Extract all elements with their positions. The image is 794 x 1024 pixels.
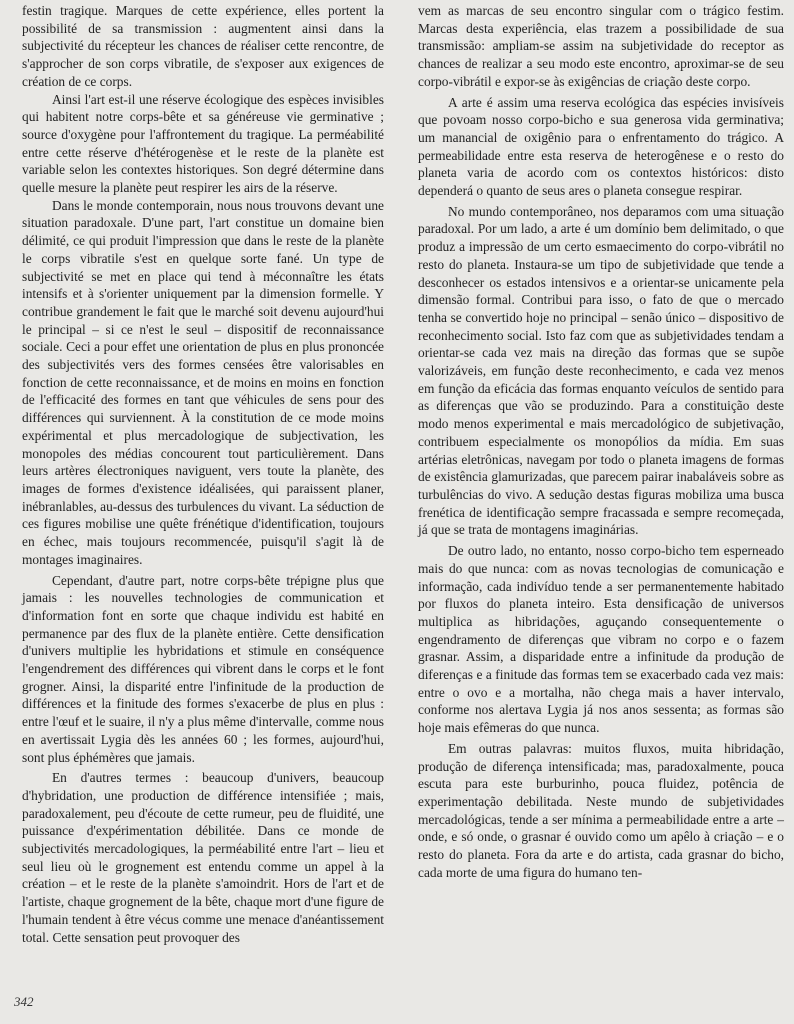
paragraph: vem as marcas de seu encontro singular com o trágico festim. Marcas desta experiência, elas trazem a possibilidade de sua transmissão: ampliam-se assim na subjetividade do receptor as chances de realizar a seu modo este encontro, aproximar-se de seu corpo-vibrátil e expor-se às exigências de criação deste corpo.: [418, 3, 784, 89]
paragraph: No mundo contemporâneo, nos deparamos com uma situação paradoxal. Por um lado, a arte é um domínio bem delimitado, o que produz a impressão de um certo esmaecimento do corpo-vibrátil no resto do planeta. Instaura-se um tipo de subjetividade que tende a desconhecer os estados intensivos e a orientar-se unicamente pela dimensão formal. Contribui para isso, o fato de que o mercado tenha se convertido hoje no principal – senão único – dispositivo de reconhecimento social. Isto faz com que as subjetividades tendam a orientar-se cada vez mais na direção das formas que se supõe valorizáveis, em função deste reconhecimento, e cada vez menos em função da eficácia das formas enquanto veículos de sentido para as diferenças que vão se produzindo. Para a constituição deste modo menos experimental e mais mercadológico de subjetivação, contribuem especialmente os monopólios da mídia. Em suas artérias eletrônicas, navegam por todo o planeta imagens de formas de existência glamurizadas, que parecem pairar inabaláveis sobre as turbulências do vivo. A sedução destas figuras mobiliza uma busca frenética de identificação sempre fracassada e sempre recomeçada, já que se trata de montagens imaginárias.: [418, 203, 784, 538]
paragraph: De outro lado, no entanto, nosso corpo-bicho tem esperneado mais do que nunca: com as novas tecnologias de comunicação e informação, cada indivíduo tende a ser permanentemente habitado por fluxos do planeta inteiro. Esta densificação de universos multiplica as hibridações, aguçando consequentemente o engendramento de diferenças que vibram no corpo e o fazem grasnar. Assim, a disparidade entre a infinitude da produção de diferenças e a finitude das formas tem se exacerbado cada vez mais: entre o ovo e a mortalha, não chega mais a haver intervalo, conforme nos alertava Lygia já nos anos sessenta; as formas são hoje mais efêmeras do que nunca.: [418, 543, 784, 736]
paragraph: Dans le monde contemporain, nous nous trouvons devant une situation paradoxale. D'une part, l'art constitue un domaine bien délimité, ce qui produit l'impression que dans le reste de la planète le corps vibratile s'est en quelque sorte fané. Un type de subjectivité se met en place qui tend à méconnaître les états intensifs et à s'orienter uniquement par la dimension formelle. Y contribue grandement le fait que le marché soit devenu aujourd'hui le principal – si ce n'est le seul – dispositif de reconnaissance sociale. Ceci a pour effet une orientation de plus en plus prononcée des subjectivités vers des formes censées être valorisables en fonction de cette reconnaissance, et de moins en moins en fonction de l'efficacité des formes en tant que véhicules de sens pour des différences qui surviennent. À la constitution de ce mode moins expérimental et plus mercadologique de subjectivation, les monopoles des médias concourent tout particulièrement. Dans leurs artères électroniques naviguent, vers toute la planète, des images de formes d'existence idéalisées, qui paraissent planer, inébranlables, au-dessus des turbulences du vivant. La séduction de ces figures mobilise une quête frénétique d'identification, toujours en échec, mais toujours recommencée, puisqu'il s'agit là de montages imaginaires.: [22, 197, 384, 567]
portuguese-text-column: [418, 2, 784, 881]
paragraph: Em outras palavras: muitos fluxos, muita hibridação, produção de diferença intensificada; mas, paradoxalmente, pouca escuta para este burburinho, pouca fluidez, potência de experimentação debilitada. Neste mundo de subjetividades mercadológicas, tende a ser mínima a permeabilidade entre a arte – onde, e só onde, o grasnar é ouvido como um apêlo à criação – e o resto do planeta. Fora da arte e do artista, cada grasnar do bicho, cada morte de uma figura do humano ten-: [418, 740, 784, 880]
french-text-column: [22, 2, 384, 946]
page-number: 342: [14, 994, 34, 1009]
paragraph: A arte é assim uma reserva ecológica das espécies invisíveis que povoam nosso corpo-bicho e sua generosa vida germinativa; um manancial de oxigênio para o enfrentamento do trágico. A permeabilidade entre esta reserva de heterogênese e o resto do planeta varia de acordo com os contextos históricos: disto dependerá o quanto de seus ares o planeta consegue respirar.: [418, 94, 784, 199]
paragraph: Ainsi l'art est-il une réserve écologique des espèces invisibles qui habitent notre corps-bête et sa généreuse vie germinative ; source d'oxygène pour l'affrontement du tragique. La perméabilité entre cette réserve d'hétérogenèse et le reste de la planète est variable selon les contextes historiques. Son degré détermine dans quelle mesure la planète peut respirer les airs de la réserve.: [22, 91, 384, 196]
paragraph: Cependant, d'autre part, notre corps-bête trépigne plus que jamais : les nouvelles technologies de communication et d'information font en sorte que chaque individu est habité en permanence par des flux de la planète entière. Cette densification d'univers multiplie les hybridations et stimule en conséquence l'engendrement des différences qui vibrent dans le corps et le font grogner. Ainsi, la disparité entre l'infinitude de la production de différences et la finitude des formes s'exacerbe de plus en plus : entre l'œuf et le suaire, il n'y a plus même d'intervalle, comme nous en avertissait Lygia dès les années 60 ; les formes, aujourd'hui, sont plus éphémères que jamais.: [22, 572, 384, 765]
paragraph: En d'autres termes : beaucoup d'univers, beaucoup d'hybridation, une production de différence intensifiée ; mais, paradoxalement, peu d'écoute de cette rumeur, peu de fluidité, une puissance d'expérimentation débilitée. Dans ce monde de subjectivités mercadologiques, la perméabilité entre l'art – lieu et seul lieu où le grognement est entendu comme un appel à la création – et le reste de la planète s'amoindrit. Hors de l'art et de l'artiste, chaque grognement de la bête, chaque mort d'une figure de l'humain tendent à être vécus comme une menace d'anéantissement total. Cette sensation peut provoquer des: [22, 770, 384, 945]
paragraph: festin tragique. Marques de cette expérience, elles portent la possibilité de sa transmission : augmentent ainsi dans la subjectivité du récepteur les chances de réaliser cette rencontre, de s'approcher de son corps vibratile, de s'exposer aux exigences de création de ce corps.: [22, 3, 384, 89]
